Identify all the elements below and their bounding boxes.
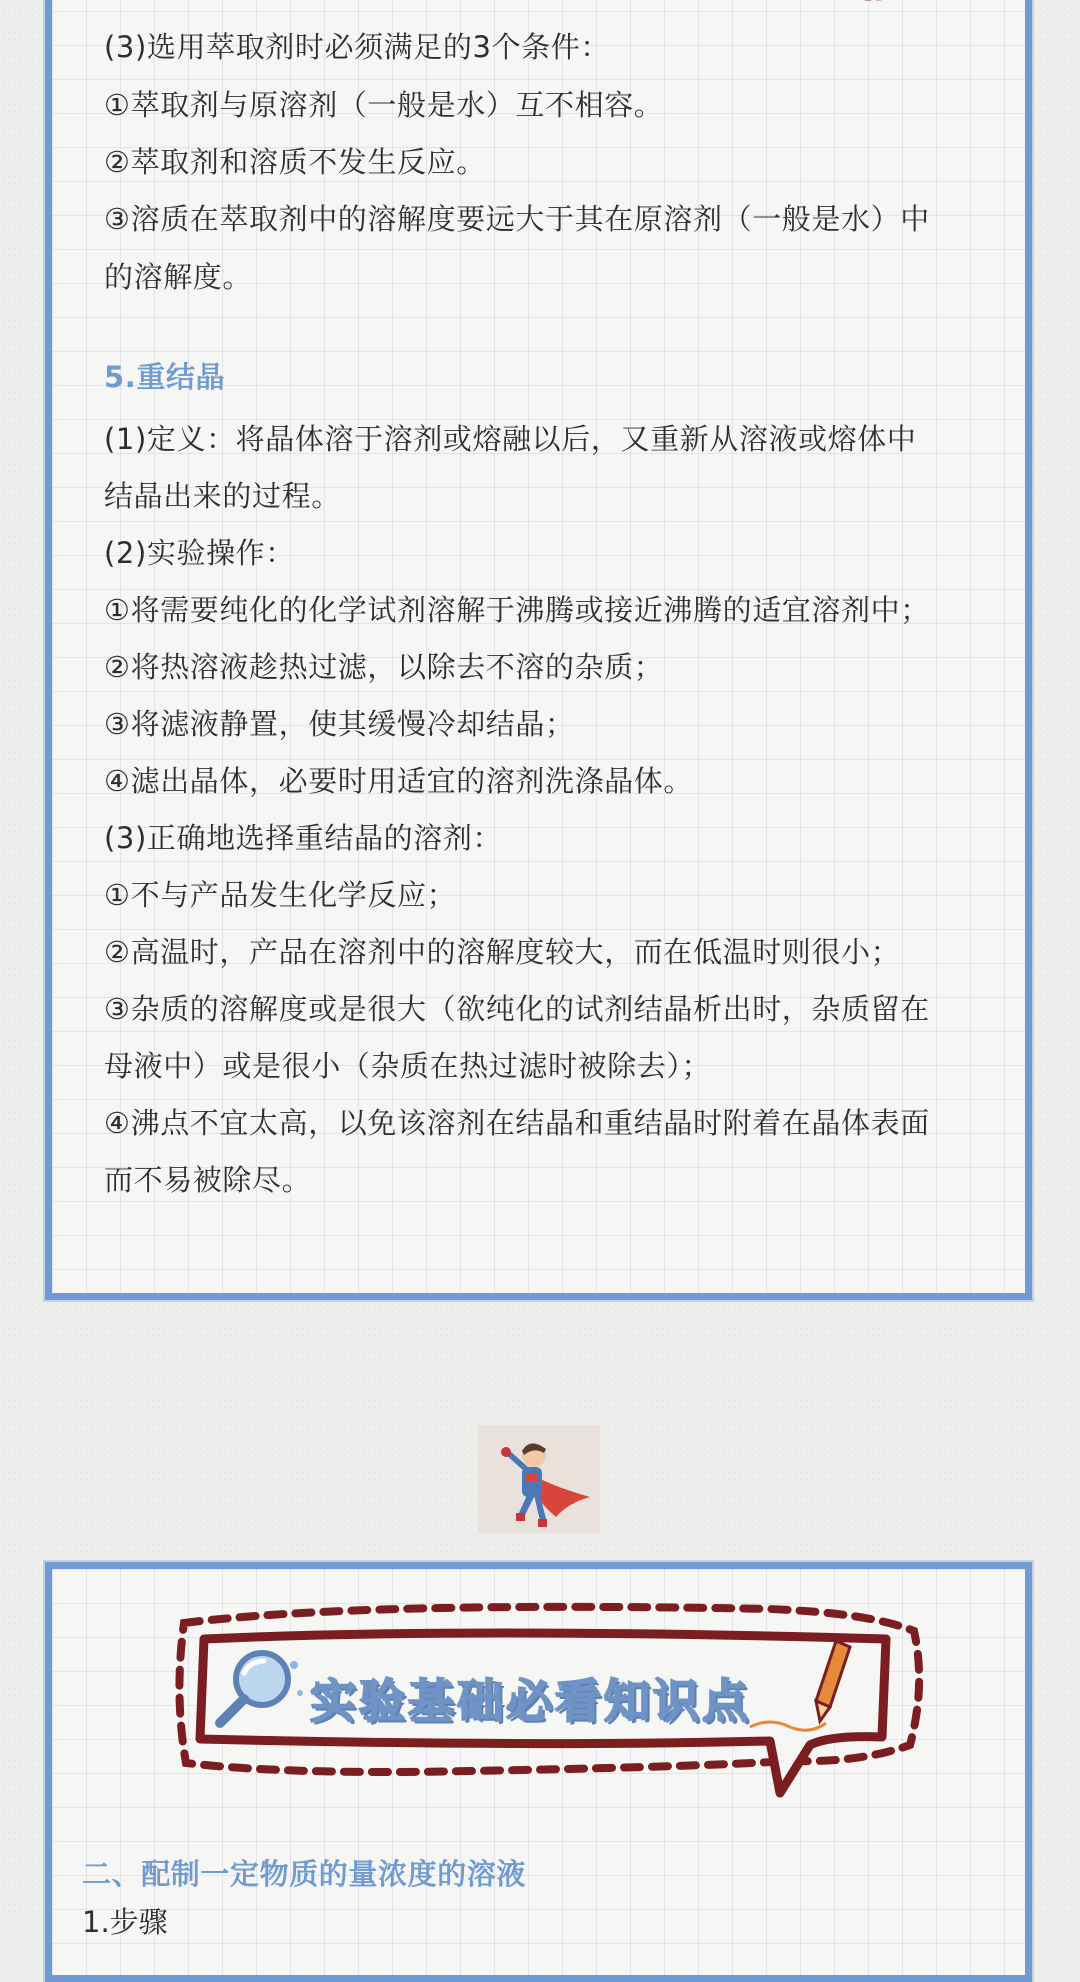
text-line: ①不与产品发生化学反应； xyxy=(104,878,457,912)
text-line: ①将需要纯化的化学试剂溶解于沸腾或接近沸腾的适宜溶剂中； xyxy=(104,593,930,627)
banner-title: 实验基础必看知识点 xyxy=(310,1674,751,1728)
text-line: 的溶解度。 xyxy=(104,260,253,294)
text-line: (1)定义：将晶体溶于溶剂或熔融以后，又重新从溶液或熔体中 xyxy=(104,422,917,456)
text-line: ①萃取剂与原溶剂（一般是水）互不相容。 xyxy=(104,88,664,122)
text-line: ④滤出晶体，必要时用适宜的溶剂洗涤晶体。 xyxy=(104,764,693,798)
content-card xyxy=(45,0,1032,1300)
text-line: (3)正确地选择重结晶的溶剂： xyxy=(104,821,503,855)
text-line: (3)选用萃取剂时必须满足的3个条件： xyxy=(104,30,610,64)
superhero-mascot xyxy=(478,1425,600,1533)
text-line: (2)实验操作： xyxy=(104,536,295,570)
text-line: 母液中）或是很小（杂质在热过滤时被除去）； xyxy=(104,1049,712,1083)
text-line: ③杂质的溶解度或是很大（欲纯化的试剂结晶析出时，杂质留在 xyxy=(104,992,930,1026)
text-line: 结晶出来的过程。 xyxy=(104,479,341,513)
text-line: ②萃取剂和溶质不发生反应。 xyxy=(104,145,486,179)
text-line: ②高温时，产品在溶剂中的溶解度较大，而在低温时则很小； xyxy=(104,935,901,969)
section-heading: 5.重结晶 xyxy=(104,360,226,394)
section-heading: 二、配制一定物质的量浓度的溶液 xyxy=(82,1857,527,1891)
text-line: 而不易被除尽。 xyxy=(104,1163,312,1197)
text-line: ③溶质在萃取剂中的溶解度要远大于其在原溶剂（一般是水）中 xyxy=(104,202,930,236)
banner-dashed-border-fragment xyxy=(822,0,912,7)
text-line: ③将滤液静置，使其缓慢冷却结晶； xyxy=(104,707,575,741)
text-line: ④沸点不宜太高，以免该溶剂在结晶和重结晶时附着在晶体表面 xyxy=(104,1106,930,1140)
text-line: ②将热溶液趁热过滤，以除去不溶的杂质； xyxy=(104,650,664,684)
text-line: 1.步骤 xyxy=(82,1905,168,1939)
